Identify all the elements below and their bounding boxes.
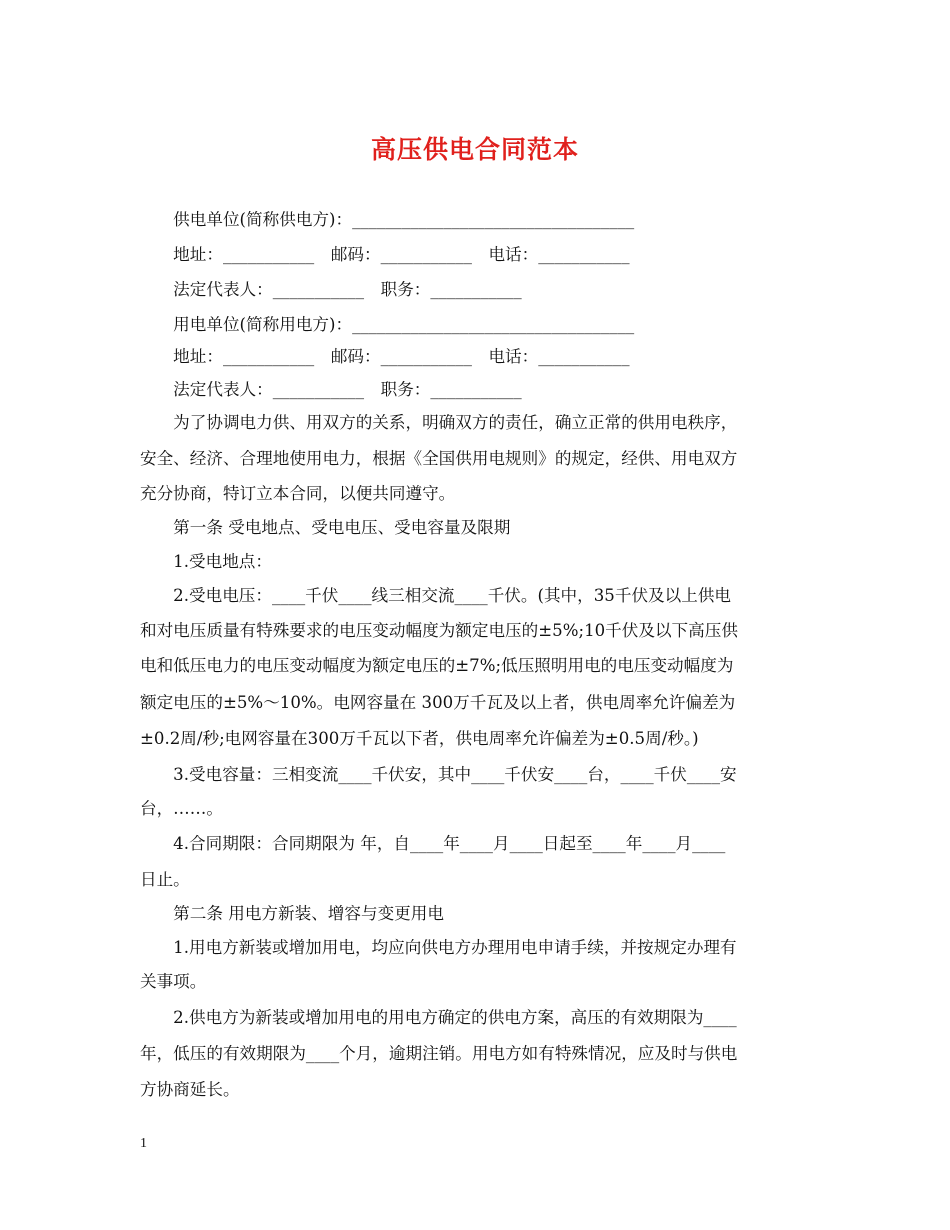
article-one-heading: 第一条 受电地点、受电电压、受电容量及限期 xyxy=(140,518,511,537)
supplier-representative-line: 法定代表人：___________ 职务：___________ xyxy=(140,280,522,299)
preamble-line: 安全、经济、合理地使用电力，根据《全国供用电规则》的规定，经供、用电双方 xyxy=(140,449,738,468)
article-two-heading: 第二条 用电方新装、增容与变更用电 xyxy=(140,904,444,923)
supplier-address-line: 地址：___________ 邮码：___________ 电话：___________ xyxy=(140,245,630,264)
clause-line: 方协商延长。 xyxy=(140,1080,240,1099)
clause-line: 2.供电方为新装或增加用电的用电方确定的供电方案，高压的有效期限为____ xyxy=(140,1008,737,1027)
clause-line: 1.受电地点： xyxy=(140,552,272,571)
clause-line: 1.用电方新装或增加用电，均应向供电方办理用电申请手续，并按规定办理有 xyxy=(140,938,737,957)
clause-line: 电和低压电力的电压变动幅度为额定电压的±7%;低压照明用电的电压变动幅度为 xyxy=(140,656,734,675)
clause-line: 和对电压质量有特殊要求的电压变动幅度为额定电压的±5%;10千伏及以下高压供 xyxy=(140,621,738,640)
consumer-representative-line: 法定代表人：___________ 职务：___________ xyxy=(140,380,522,399)
clause-line: 2.受电电压：____千伏____线三相交流____千伏。(其中，35千伏及以上供电 xyxy=(140,586,732,605)
document-title: 高压供电合同范本 xyxy=(370,135,579,164)
clause-line: 4.合同期限：合同期限为 年，自____年____月____日起至____年____月____ xyxy=(140,834,726,853)
clause-line: ±0.2周/秒;电网容量在300万千瓦以下者，供电周率允许偏差为±0.5周/秒。) xyxy=(140,729,699,748)
clause-line: 关事项。 xyxy=(140,972,207,991)
consumer-address-line: 地址：___________ 邮码：___________ 电话：___________ xyxy=(140,347,630,366)
clause-line: 额定电压的±5%～10%。电网容量在 300万千瓦及以上者，供电周率允许偏差为 xyxy=(140,693,736,712)
page-number: 1 xyxy=(140,1136,147,1151)
preamble-line: 为了协调电力供、用双方的关系，明确双方的责任，确立正常的供用电秩序， xyxy=(140,413,738,432)
consumer-name-line: 用电单位(简称用电方)：__________________________________ xyxy=(140,315,635,334)
clause-line: 日止。 xyxy=(140,870,190,889)
preamble-line: 充分协商，特订立本合同，以便共同遵守。 xyxy=(140,484,456,503)
clause-line: 3.受电容量：三相变流____千伏安，其中____千伏安____台，____千伏____安 xyxy=(140,765,737,784)
clause-line: 年，低压的有效期限为____个月，逾期注销。用电方如有特殊情况，应及时与供电 xyxy=(140,1044,738,1063)
clause-line: 台，……。 xyxy=(140,799,223,818)
supplier-name-line: 供电单位(简称供电方)：__________________________________ xyxy=(140,210,635,229)
